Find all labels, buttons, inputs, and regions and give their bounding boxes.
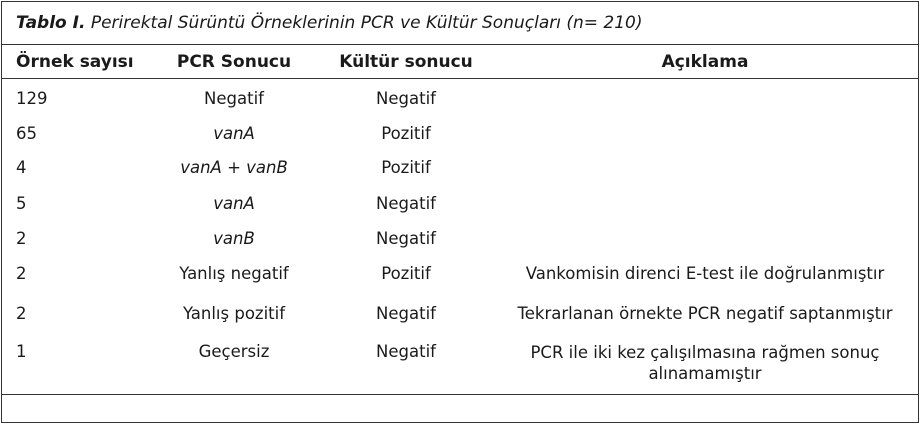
row7-culture: Negatif <box>376 304 436 323</box>
header-top-rule <box>2 44 918 45</box>
header-culture: Kültür sonucu <box>339 52 473 72</box>
row2-culture: Pozitif <box>381 124 431 143</box>
row3-culture: Pozitif <box>381 158 431 177</box>
row3-pcr: vanA + vanB <box>180 158 288 177</box>
row8-note: PCR ile iki kez çalışılmasına rağmen sonuç alınamamıştır <box>530 343 880 383</box>
table-caption <box>16 13 643 33</box>
table-frame <box>1 1 919 423</box>
row4-culture: Negatif <box>376 194 436 213</box>
caption-label: Tablo I. <box>16 13 86 33</box>
row7-pcr: Yanlış pozitif <box>182 304 286 323</box>
header-pcr: PCR Sonucu <box>176 52 292 72</box>
row6-culture: Pozitif <box>381 264 431 283</box>
row2-pcr: vanA <box>213 124 255 143</box>
row1-culture: Negatif <box>376 89 436 108</box>
header-count: Örnek sayısı <box>16 52 134 72</box>
row6-note: Vankomisin direnci E-test ile doğrulanmıştır <box>525 264 885 283</box>
row3-count: 4 <box>16 158 27 177</box>
row1-count: 129 <box>16 89 48 108</box>
row7-note: Tekrarlanan örnekte PCR negatif saptanmıştır <box>517 304 893 323</box>
row4-pcr: vanA <box>213 194 255 213</box>
row8-culture: Negatif <box>376 342 436 361</box>
row4-count: 5 <box>16 194 27 213</box>
header-note: Açıklama <box>661 52 749 72</box>
row5-count: 2 <box>16 229 27 248</box>
row8-pcr: Geçersiz <box>198 342 270 361</box>
row5-culture: Negatif <box>376 229 436 248</box>
row6-pcr: Yanlış negatif <box>179 264 289 283</box>
row2-count: 65 <box>16 124 37 143</box>
header-bottom-rule <box>2 78 918 79</box>
row5-pcr: vanB <box>213 229 255 248</box>
table-bottom-rule <box>2 394 918 395</box>
row8-count: 1 <box>16 342 27 361</box>
row6-count: 2 <box>16 264 27 283</box>
row1-pcr: Negatif <box>204 89 264 108</box>
row7-count: 2 <box>16 304 27 323</box>
caption-text: Perirektal Sürüntü Örneklerinin PCR ve Kültür Sonuçları (n= 210) <box>90 13 643 33</box>
